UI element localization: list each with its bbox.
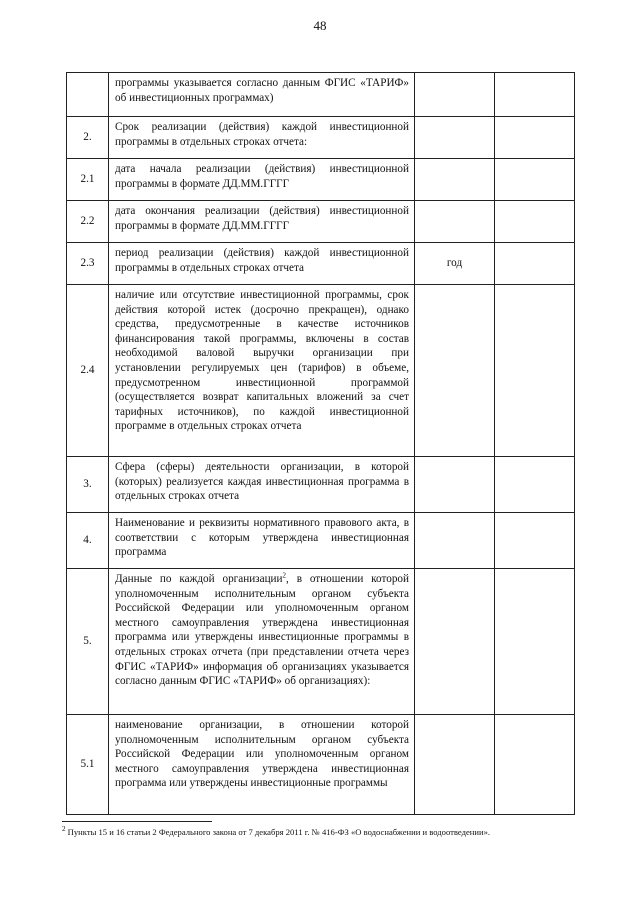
row-number: 2.3 bbox=[67, 243, 109, 285]
row-number bbox=[67, 73, 109, 117]
table-row bbox=[67, 117, 575, 159]
row-value bbox=[495, 117, 575, 159]
row-unit bbox=[415, 715, 495, 815]
row-unit bbox=[415, 73, 495, 117]
row-unit: год bbox=[415, 243, 495, 285]
row-number: 2. bbox=[67, 117, 109, 159]
table-row bbox=[67, 457, 575, 513]
row-description-lead: Данные по каждой организации bbox=[115, 573, 283, 585]
table-row bbox=[67, 73, 575, 117]
row-number: 4. bbox=[67, 513, 109, 569]
row-number: 2.1 bbox=[67, 159, 109, 201]
footnote-text: Пункты 15 и 16 статьи 2 Федерального закона от 7 декабря 2011 г. № 416-ФЗ «О водоснабжении и водоотведении». bbox=[67, 827, 491, 837]
row-description: период реализации (действия) каждой инвестиционной программы в отдельных строках отчета bbox=[109, 243, 415, 285]
row-value bbox=[495, 457, 575, 513]
table-row bbox=[67, 715, 575, 815]
row-unit bbox=[415, 159, 495, 201]
row-number: 5. bbox=[67, 569, 109, 715]
row-unit bbox=[415, 457, 495, 513]
table-row bbox=[67, 243, 575, 285]
row-description: дата окончания реализации (действия) инвестиционной программы в формате ДД.ММ.ГГГГ bbox=[109, 201, 415, 243]
row-description: Сфера (сферы) деятельности организации, в которой (которых) реализуется каждая инвестиционная программа в отдельных строках отчета bbox=[109, 457, 415, 513]
row-value bbox=[495, 243, 575, 285]
table-row bbox=[67, 513, 575, 569]
row-description-rest: , в отношении которой уполномоченным исполнительным органом субъекта Российской Федерации или уполномоченным органом местного самоуправления утверждена инвестиционная программа или утверждены инвестиционные программы в отдельных строках отчета (при представлении отчета через ФГИС «ТАРИФ» информация об организациях указывается согласно данным ФГИС «ТАРИФ» об организациях): bbox=[115, 573, 409, 688]
table-row bbox=[67, 569, 575, 715]
table-row bbox=[67, 285, 575, 457]
row-value bbox=[495, 159, 575, 201]
row-unit bbox=[415, 569, 495, 715]
footnote-divider bbox=[62, 821, 212, 822]
row-unit bbox=[415, 201, 495, 243]
row-value bbox=[495, 513, 575, 569]
row-value bbox=[495, 73, 575, 117]
row-unit bbox=[415, 513, 495, 569]
row-description bbox=[109, 569, 415, 715]
row-value bbox=[495, 715, 575, 815]
row-number: 2.4 bbox=[67, 285, 109, 457]
row-description: Наименование и реквизиты нормативного правового акта, в соответствии с которым утверждена инвестиционная программа bbox=[109, 513, 415, 569]
row-description: программы указывается согласно данным ФГИС «ТАРИФ» об инвестиционных программах) bbox=[109, 73, 415, 117]
table-row bbox=[67, 159, 575, 201]
page-number: 48 bbox=[313, 18, 327, 33]
row-description: наличие или отсутствие инвестиционной программы, срок действия которой истек (досрочно прекращен), однако средства, предусмотренные в качестве источников финансирования такой программы, включены в состав необходимой валовой выручки организации при установлении регулируемых цен (тарифов) в объеме, предусмотренном инвестиционной программой (осуществляется возврат капитальных вложений за счет тарифных источников), по каждой инвестиционной программе в отдельных строках отчета bbox=[109, 285, 415, 457]
row-description: Срок реализации (действия) каждой инвестиционной программы в отдельных строках отчета: bbox=[109, 117, 415, 159]
row-value bbox=[495, 285, 575, 457]
row-number: 5.1 bbox=[67, 715, 109, 815]
row-number: 3. bbox=[67, 457, 109, 513]
row-description: дата начала реализации (действия) инвестиционной программы в формате ДД.ММ.ГГГГ bbox=[109, 159, 415, 201]
footnote-reference: 2 bbox=[282, 571, 287, 580]
row-unit bbox=[415, 117, 495, 159]
footnote-mark: 2 bbox=[62, 825, 66, 834]
row-value bbox=[495, 201, 575, 243]
row-description: наименование организации, в отношении которой уполномоченным исполнительным органом субъекта Российской Федерации или уполномоченным органом местного самоуправления утверждена инвестиционная программа или утверждены инвестиционные программы bbox=[109, 715, 415, 815]
table-row bbox=[67, 201, 575, 243]
row-number: 2.2 bbox=[67, 201, 109, 243]
row-unit bbox=[415, 285, 495, 457]
indicator-table bbox=[66, 72, 575, 815]
footnote bbox=[62, 827, 578, 838]
row-value bbox=[495, 569, 575, 715]
